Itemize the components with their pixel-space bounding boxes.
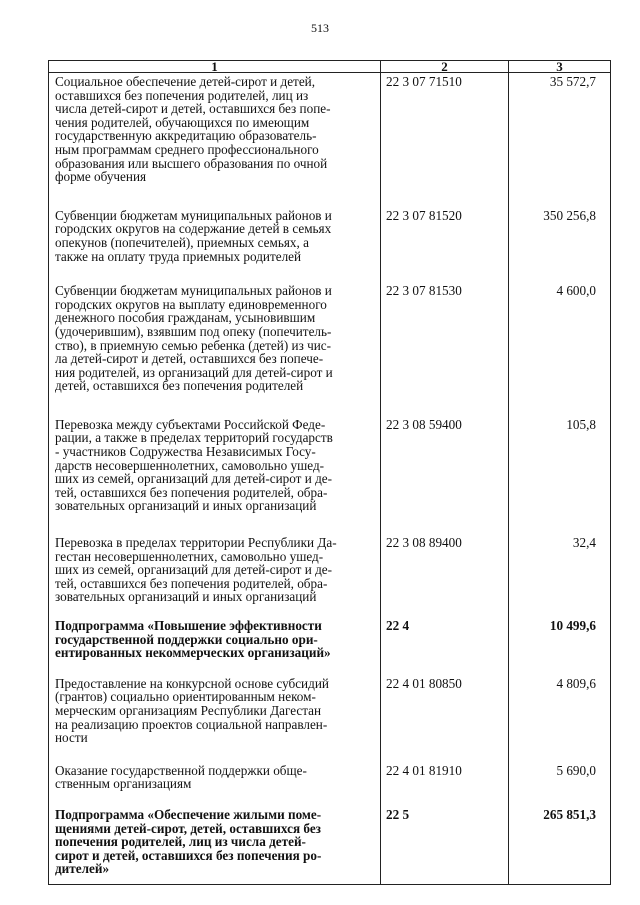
row-name-line: попечения родителей, лиц из числа детей- (55, 834, 306, 850)
table-row (49, 417, 611, 535)
row-name-line: ентированных некоммерческих организаций» (55, 645, 331, 661)
column-header-name: 1 (49, 61, 381, 73)
row-code-cell: 22 3 08 59400 (381, 417, 509, 535)
row-name-line: Перевозка в пределах территории Республики Да- (55, 535, 337, 551)
table-row (49, 283, 611, 417)
row-name-line: ших из семей, организаций для детей-сирот и де- (55, 562, 333, 578)
row-code-cell: 22 3 07 81520 (381, 208, 509, 283)
row-code-cell: 22 4 01 81910 (381, 763, 509, 807)
row-name-line: денежного пособия гражданам, усыновившим (55, 310, 316, 326)
row-name-cell (49, 283, 381, 417)
row-name-line: опекунов (попечителей), приемных семьях, а (55, 234, 309, 250)
column-header-amount: 3 (509, 61, 611, 73)
row-name-line: числа детей-сирот и детей, оставшихся без попе- (55, 101, 331, 117)
row-name-line: городских округов на содержание детей в семьях (55, 221, 332, 237)
row-name-line: ности (55, 730, 88, 746)
row-name-line: форме обучения (55, 169, 147, 185)
row-name-line: Подпрограмма «Повышение эффективности (55, 618, 322, 633)
row-name-line: образования или высшего образования по очной (55, 155, 328, 171)
row-name-line: детей, оставшихся без попечения родителей (55, 378, 304, 394)
row-code-cell: 22 5 (381, 807, 509, 884)
row-name-cell (49, 73, 381, 208)
budget-table (48, 60, 611, 885)
row-amount-cell: 4 809,6 (509, 676, 611, 763)
row-amount-cell: 10 499,6 (509, 618, 611, 676)
row-amount-cell: 32,4 (509, 535, 611, 618)
row-code-cell: 22 3 07 71510 (381, 73, 509, 208)
row-name-cell (49, 535, 381, 618)
row-name-line: мерческим организациям Республики Дагестан (55, 702, 322, 718)
row-name-line: оставшихся без попечения родителей, лиц из (55, 87, 309, 103)
row-name-line: рации, а также в пределах территорий государств (55, 430, 333, 446)
row-name-line: дарств несовершеннолетних, самовольно ушед- (55, 457, 325, 473)
row-name-cell (49, 208, 381, 283)
row-code-cell: 22 4 01 80850 (381, 676, 509, 763)
row-code-cell: 22 3 07 81530 (381, 283, 509, 417)
row-name-line: государственной поддержки социально ори- (55, 631, 318, 647)
row-name-line: сирот и детей, оставшихся без попечения ро- (55, 847, 322, 863)
row-name-line: ших из семей, организаций для детей-сирот и де- (55, 471, 333, 487)
table-body (49, 73, 611, 885)
row-name-line: ным программам среднего профессионального (55, 141, 319, 157)
row-name-line: Перевозка между субъектами Российской Феде- (55, 416, 326, 432)
table-row (49, 73, 611, 208)
table-row (49, 763, 611, 807)
row-name-line: Предоставление на конкурсной основе субсидий (55, 675, 329, 691)
row-name-line: тей, оставшихся без попечения родителей, обра- (55, 575, 328, 591)
row-amount-cell: 5 690,0 (509, 763, 611, 807)
row-name-line: Подпрограмма «Обеспечение жилыми поме- (55, 806, 322, 822)
row-name-cell (49, 618, 381, 676)
row-amount-cell: 265 851,3 (509, 807, 611, 884)
row-name-cell (49, 417, 381, 535)
table-row (49, 807, 611, 884)
row-name-line: Социальное обеспечение детей-сирот и детей, (55, 74, 316, 89)
row-name-line: (грантов) социально ориентированным неком- (55, 689, 316, 705)
row-name-line: зовательных организаций и иных организаций (55, 589, 317, 605)
row-code-cell: 22 3 08 89400 (381, 535, 509, 618)
row-name-line: ство), в приемную семью ребенка (детей) из чис- (55, 337, 332, 353)
row-name-line: Субвенции бюджетам муниципальных районов и (55, 207, 332, 223)
row-name-line: Оказание государственной поддержки обще- (55, 762, 307, 778)
row-name-line: ния родителей, из организаций для детей-сирот и (55, 364, 333, 380)
table-row (49, 676, 611, 763)
row-name-cell (49, 807, 381, 884)
row-name-line: также на оплату труда приемных родителей (55, 248, 302, 264)
page-number: 513 (311, 21, 329, 35)
row-name-line: гестан несовершеннолетних, самовольно ушед- (55, 548, 324, 564)
row-amount-cell: 350 256,8 (509, 208, 611, 283)
table-row (49, 618, 611, 676)
row-name-line: ла детей-сирот и детей, оставшихся без попече- (55, 351, 324, 367)
column-header-code: 2 (381, 61, 509, 73)
row-name-line: тей, оставшихся без попечения родителей, обра- (55, 484, 328, 500)
row-name-line: городских округов на выплату единовременного (55, 296, 327, 312)
row-name-line: чения родителей, обучающихся по имеющим (55, 114, 310, 130)
row-amount-cell: 4 600,0 (509, 283, 611, 417)
row-code-cell: 22 4 (381, 618, 509, 676)
table-row (49, 208, 611, 283)
table-row (49, 535, 611, 618)
row-name-line: - участников Содружества Независимых Госу- (55, 444, 316, 460)
row-amount-cell: 35 572,7 (509, 73, 611, 208)
row-name-line: щениями детей-сирот, детей, оставшихся без (55, 820, 321, 836)
row-name-line: зовательных организаций и иных организаций (55, 498, 317, 514)
table-header-row (49, 61, 611, 73)
row-name-cell (49, 676, 381, 763)
row-name-line: государственную аккредитацию образователь- (55, 128, 317, 144)
row-amount-cell: 105,8 (509, 417, 611, 535)
row-name-line: на реализацию проектов социальной направлен- (55, 716, 328, 732)
row-name-cell (49, 763, 381, 807)
row-name-line: Субвенции бюджетам муниципальных районов и (55, 283, 332, 299)
row-name-line: дителей» (55, 861, 110, 877)
row-name-line: (удочерившим), взявшим под опеку (попечитель- (55, 323, 332, 339)
row-name-line: ственным организациям (55, 776, 192, 792)
